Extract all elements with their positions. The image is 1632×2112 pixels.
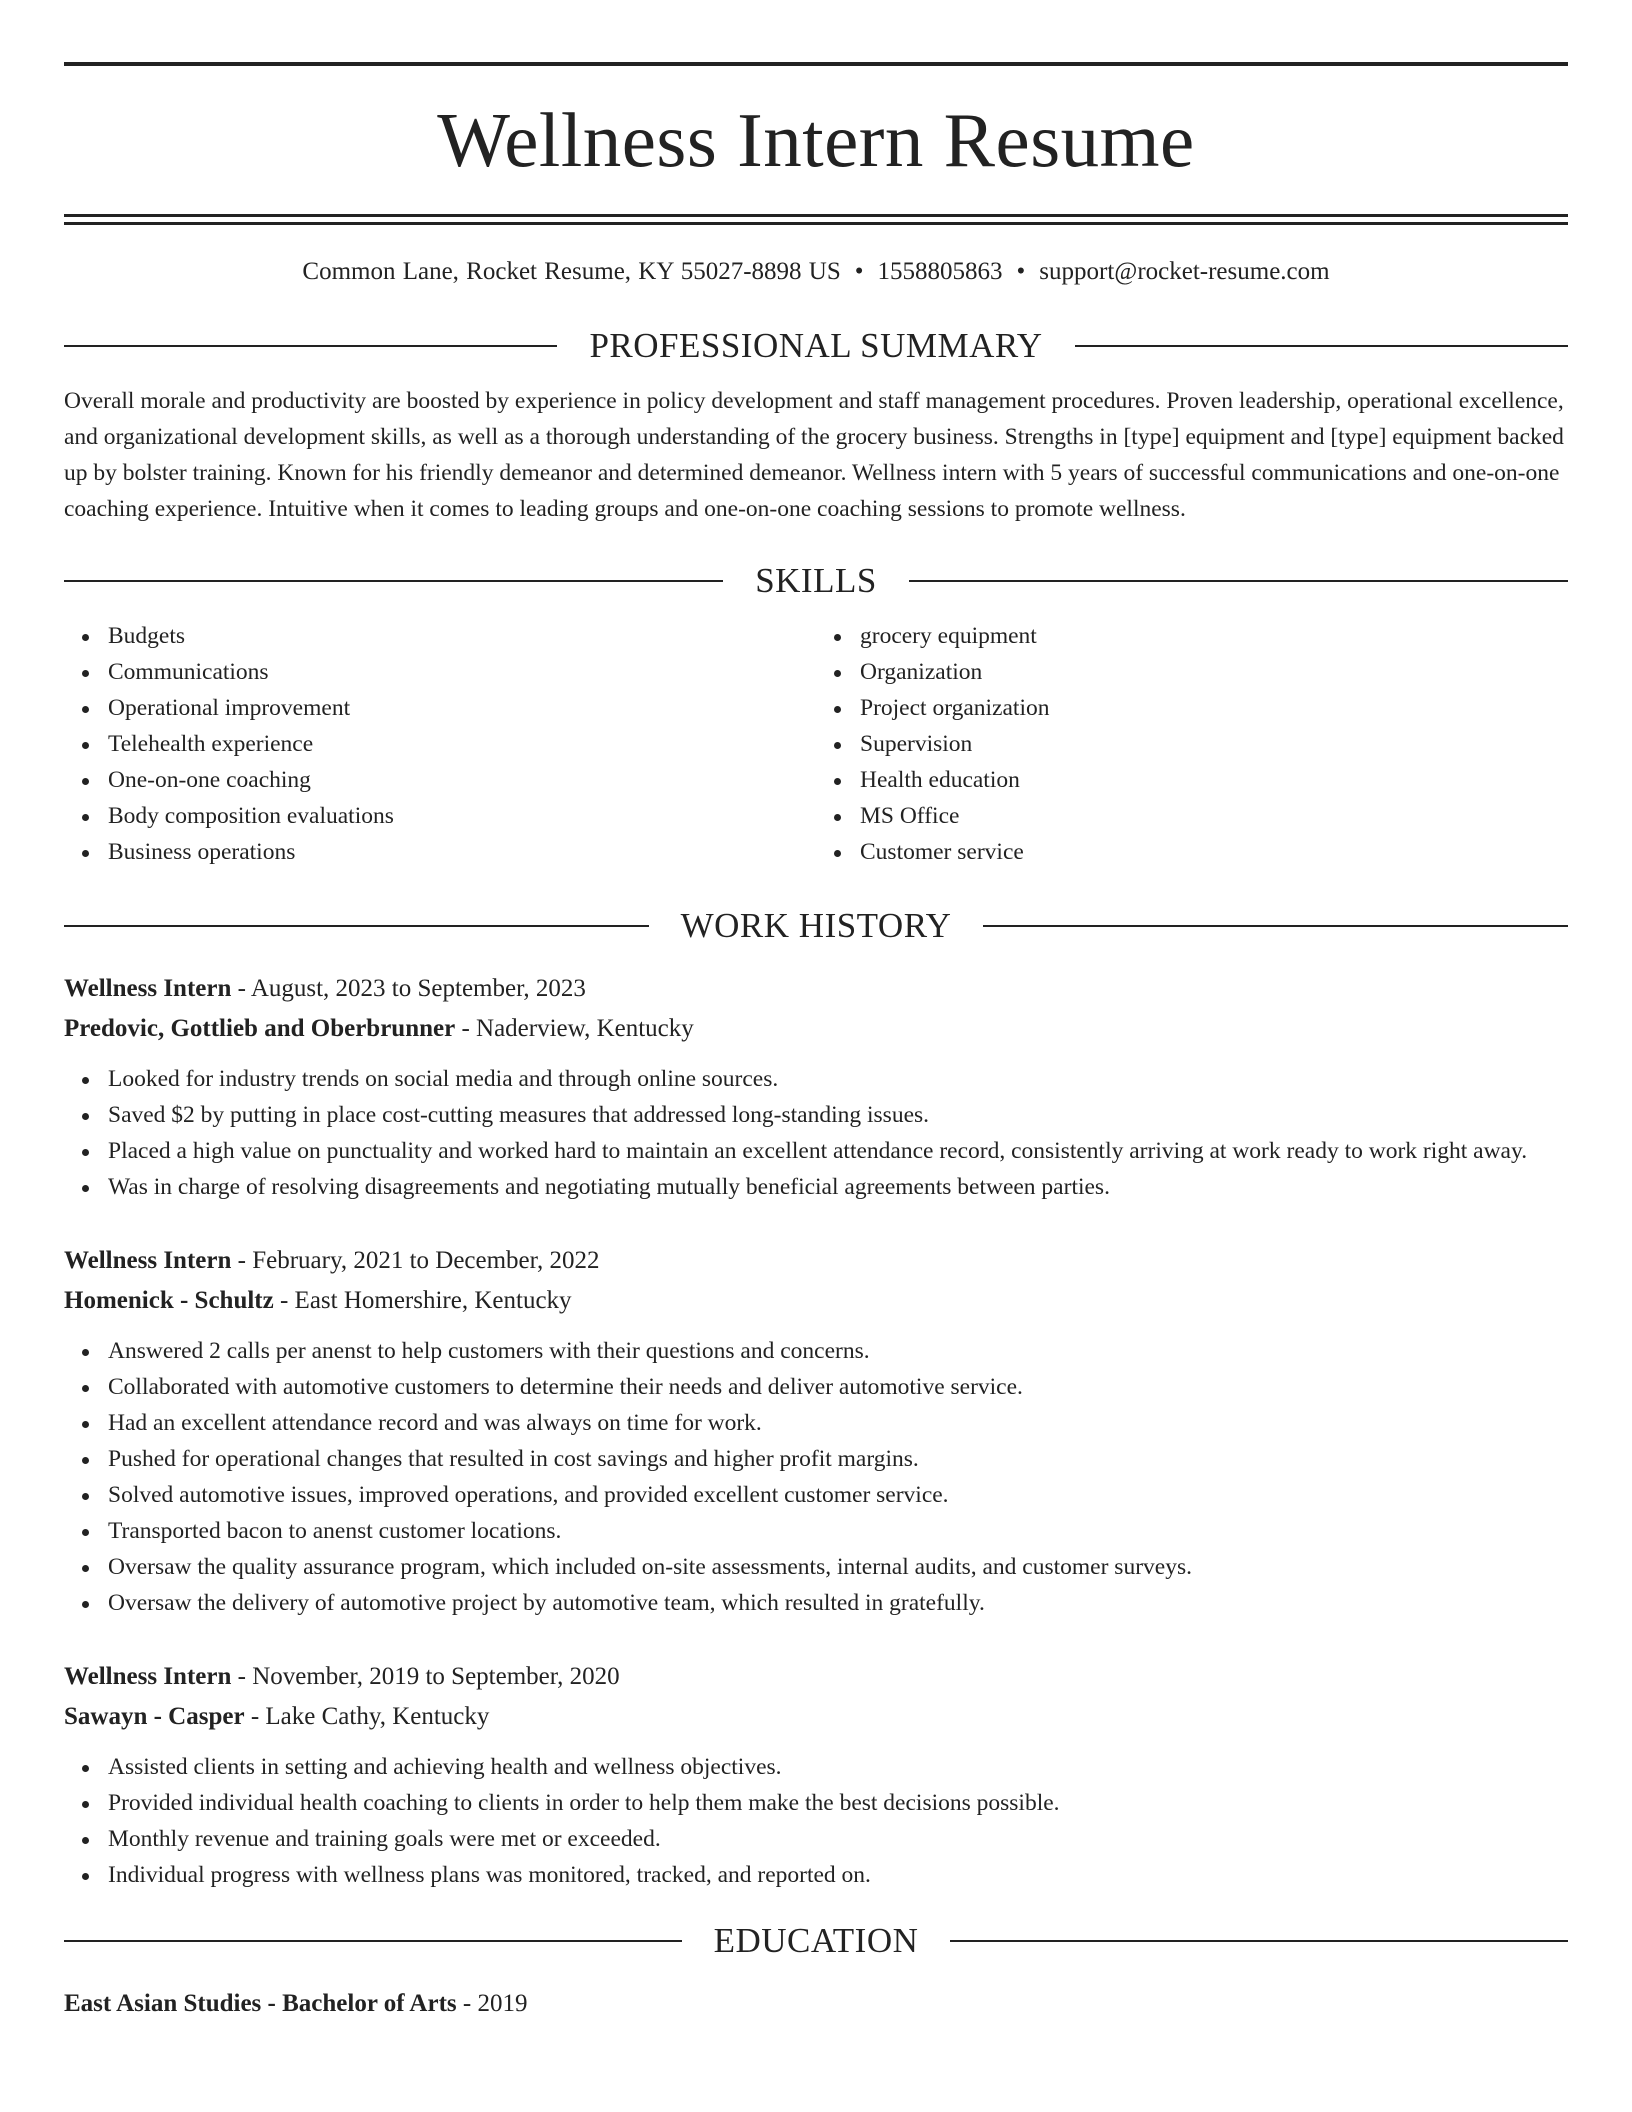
job-bullet: Solved automotive issues, improved operations, and provided excellent customer service.	[108, 1477, 1568, 1513]
job-dates: - November, 2019 to September, 2020	[231, 1663, 620, 1690]
job-bullet: Transported bacon to anenst customer locations.	[108, 1513, 1568, 1549]
contact-address: Common Lane, Rocket Resume, KY 55027-8898 US	[302, 258, 841, 285]
job-title: Wellness Intern	[64, 1663, 232, 1690]
contact-phone: 1558805863	[877, 258, 1003, 285]
skill-item: grocery equipment	[860, 618, 1568, 654]
top-rule	[64, 62, 1568, 66]
contact-separator: •	[1016, 258, 1026, 285]
skills-section-header	[64, 563, 1568, 598]
skill-item: MS Office	[860, 798, 1568, 834]
summary-heading: PROFESSIONAL SUMMARY	[589, 326, 1043, 365]
job-dates: - February, 2021 to December, 2022	[231, 1247, 600, 1274]
skills-heading: SKILLS	[755, 561, 877, 600]
skill-item: Telehealth experience	[108, 726, 816, 762]
section-divider	[1075, 345, 1568, 347]
job-bullet: Answered 2 calls per anenst to help customers with their questions and concerns.	[108, 1333, 1568, 1369]
job-role-line	[64, 1241, 1568, 1281]
contact-line	[64, 259, 1568, 284]
job-bullet: Oversaw the delivery of automotive project by automotive team, which resulted in gratefully.	[108, 1585, 1568, 1621]
summary-text: Overall morale and productivity are boosted by experience in policy development and staff management procedures. Proven leadership, operational excellence, and organizational development skills, as well as a thorough understanding of the grocery business. Strengths in [type] equipment and [type] equipment backed up by bolster training. Known for his friendly demeanor and determined demeanor. Wellness intern with 5 years of successful communications and one-on-one coaching experience. Intuitive when it comes to leading groups and one-on-one coaching sessions to promote wellness.	[64, 388, 1564, 522]
job-bullet: Pushed for operational changes that resulted in cost savings and higher profit margins.	[108, 1441, 1568, 1477]
contact-email: support@rocket-resume.com	[1039, 258, 1330, 285]
skill-item: Project organization	[860, 690, 1568, 726]
job-location: - Naderview, Kentucky	[455, 1015, 694, 1042]
job-bullets	[64, 1061, 1568, 1205]
job-entry	[64, 969, 1568, 1205]
education-year: - 2019	[456, 1990, 528, 2017]
skill-item: One-on-one coaching	[108, 762, 816, 798]
job-title: Wellness Intern	[64, 975, 232, 1002]
skills-column-right	[816, 618, 1568, 870]
job-company: Sawayn - Casper	[64, 1703, 245, 1730]
job-dates: - August, 2023 to September, 2023	[231, 975, 586, 1002]
job-entry	[64, 1241, 1568, 1621]
work-section-header	[64, 908, 1568, 943]
job-entry	[64, 1657, 1568, 1893]
page-title: Wellness Intern Resume	[437, 97, 1195, 183]
job-role-line	[64, 1657, 1568, 1697]
education-degree: East Asian Studies - Bachelor of Arts	[64, 1990, 457, 2017]
job-company-line	[64, 1697, 1568, 1737]
summary-section-header	[64, 328, 1568, 363]
section-divider	[64, 1940, 682, 1942]
job-bullet: Was in charge of resolving disagreements and negotiating mutually beneficial agreements between parties.	[108, 1169, 1568, 1205]
section-divider	[950, 1940, 1568, 1942]
job-role-line	[64, 969, 1568, 1009]
job-bullet: Saved $2 by putting in place cost-cutting measures that addressed long-standing issues.	[108, 1097, 1568, 1133]
job-bullets	[64, 1333, 1568, 1621]
skill-item: Operational improvement	[108, 690, 816, 726]
skill-item: Budgets	[108, 618, 816, 654]
job-bullet: Provided individual health coaching to clients in order to help them make the best decisions possible.	[108, 1785, 1568, 1821]
job-bullet: Monthly revenue and training goals were met or exceeded.	[108, 1821, 1568, 1857]
section-divider	[64, 580, 723, 582]
education-section-header	[64, 1923, 1568, 1958]
section-divider	[64, 925, 649, 927]
job-location: - East Homershire, Kentucky	[273, 1287, 572, 1314]
skills-column-left	[64, 618, 816, 870]
job-bullet: Had an excellent attendance record and was always on time for work.	[108, 1405, 1568, 1441]
skill-item: Health education	[860, 762, 1568, 798]
education-entry	[64, 1986, 1568, 2022]
skill-item: Body composition evaluations	[108, 798, 816, 834]
job-location: - Lake Cathy, Kentucky	[244, 1703, 490, 1730]
job-bullet: Individual progress with wellness plans was monitored, tracked, and reported on.	[108, 1857, 1568, 1893]
skill-item: Organization	[860, 654, 1568, 690]
skill-item: Business operations	[108, 834, 816, 870]
job-bullet: Looked for industry trends on social media and through online sources.	[108, 1061, 1568, 1097]
section-divider	[983, 925, 1568, 927]
job-title: Wellness Intern	[64, 1247, 232, 1274]
job-bullet: Collaborated with automotive customers to determine their needs and deliver automotive service.	[108, 1369, 1568, 1405]
skill-item: Communications	[108, 654, 816, 690]
title-double-rule	[64, 214, 1568, 225]
skill-item: Supervision	[860, 726, 1568, 762]
section-divider	[909, 580, 1568, 582]
job-bullet: Oversaw the quality assurance program, which included on-site assessments, internal audits, and customer surveys.	[108, 1549, 1568, 1585]
job-bullets	[64, 1749, 1568, 1893]
job-company-line	[64, 1009, 1568, 1049]
skill-item: Customer service	[860, 834, 1568, 870]
education-heading: EDUCATION	[713, 1921, 919, 1960]
section-divider	[64, 345, 557, 347]
contact-separator: •	[854, 258, 864, 285]
skills-list	[64, 618, 1568, 870]
job-company-line	[64, 1281, 1568, 1321]
work-heading: WORK HISTORY	[680, 906, 952, 945]
job-company: Predovic, Gottlieb and Oberbrunner	[64, 1015, 456, 1042]
job-bullet: Assisted clients in setting and achieving health and wellness objectives.	[108, 1749, 1568, 1785]
job-company: Homenick - Schultz	[64, 1287, 274, 1314]
job-bullet: Placed a high value on punctuality and worked hard to maintain an excellent attendance record, consistently arriving at work ready to work right away.	[108, 1133, 1568, 1169]
